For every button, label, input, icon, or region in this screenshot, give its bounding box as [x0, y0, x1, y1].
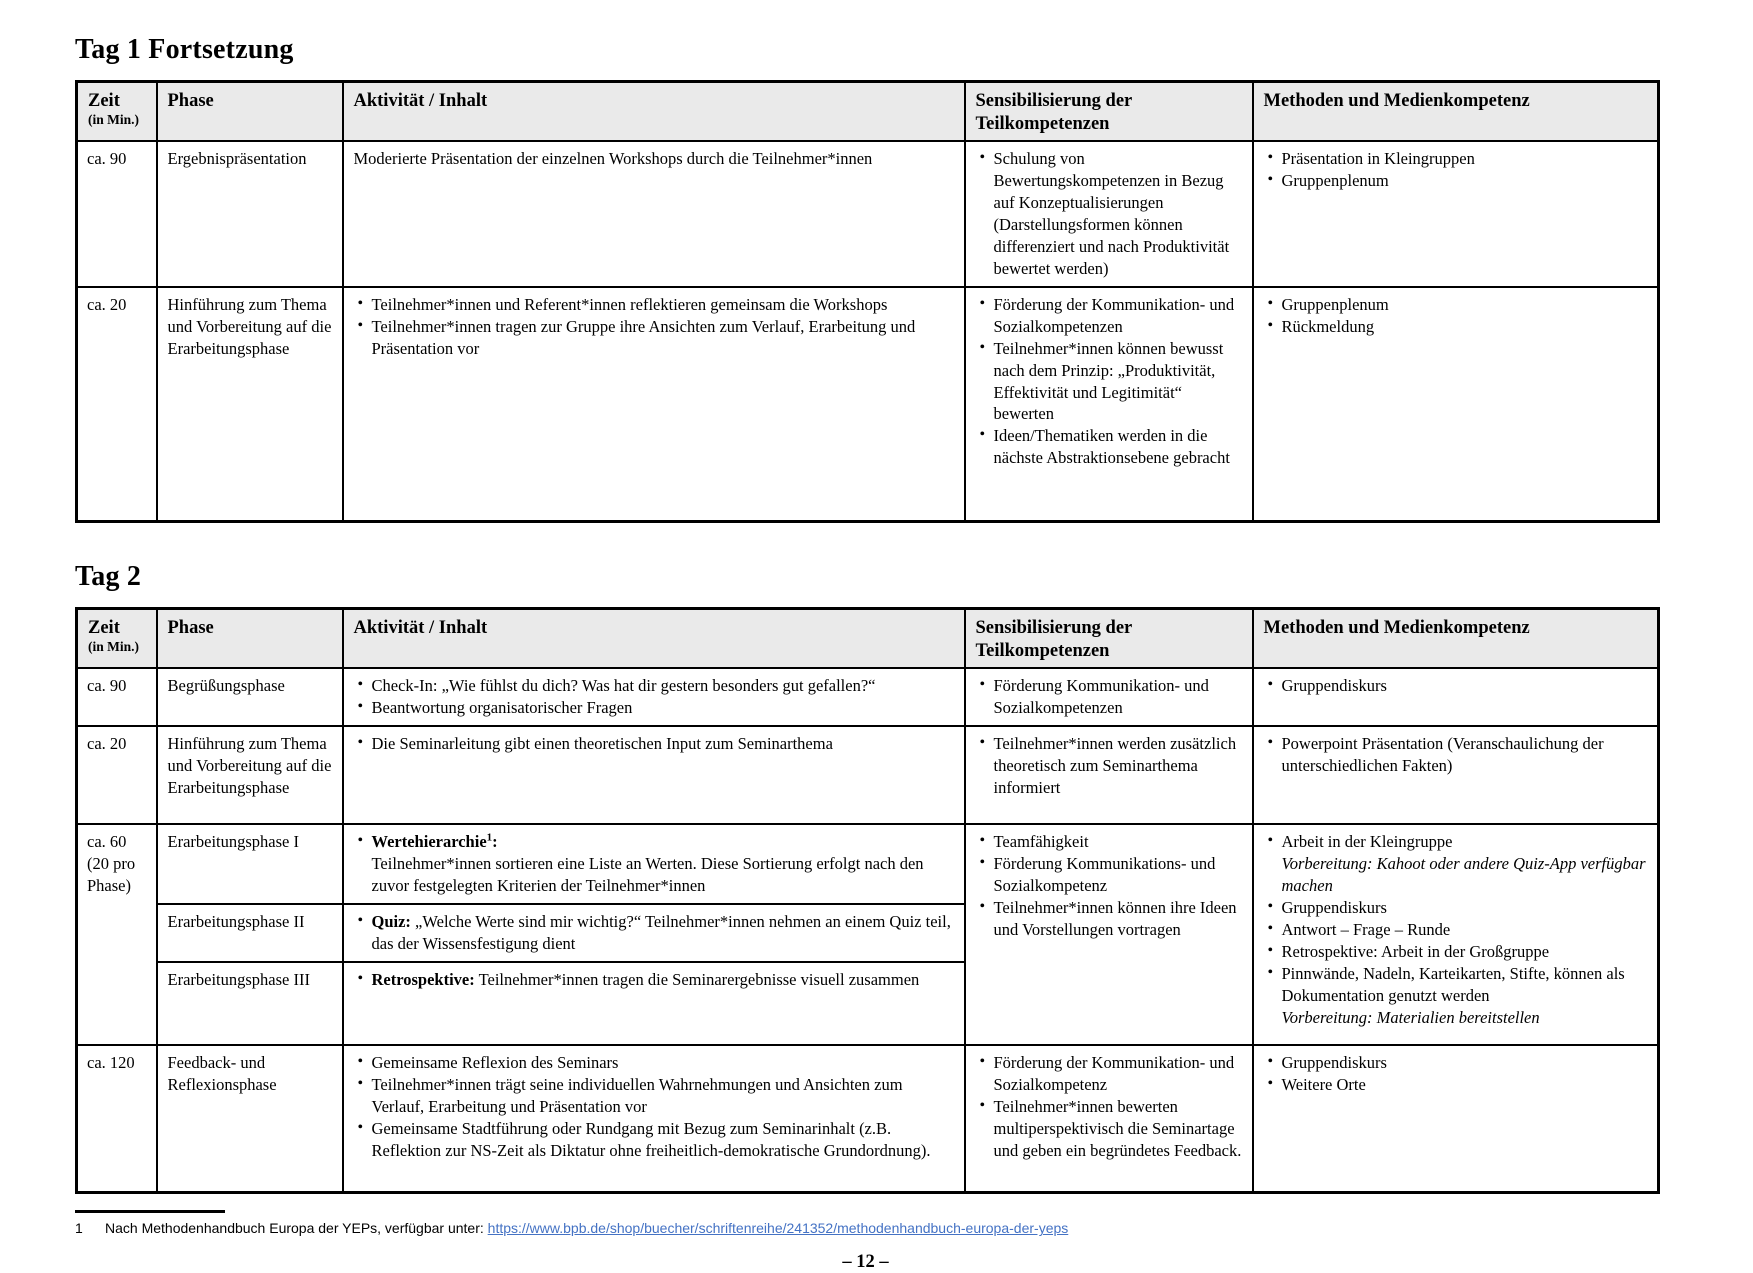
text-run: Teilnehmer*innen tragen zur Gruppe ihre Ansichten zum Verlauf, Erarbeitung und Präsentation vor [371, 316, 916, 358]
column-header-phase [157, 609, 343, 669]
bullet-list [976, 733, 1242, 799]
text-run: Arbeit in der Kleingruppe [1281, 832, 1453, 852]
bullet-list [976, 148, 1242, 280]
bullet-list [976, 675, 1242, 719]
text-run: Gruppendiskurs [1281, 676, 1387, 696]
cell-methoden [1253, 287, 1659, 522]
table-row [77, 668, 1659, 726]
bullet-list [354, 733, 954, 755]
list-item [354, 697, 954, 719]
footnote [75, 1219, 1656, 1237]
cell-aktivitaet [343, 1045, 965, 1193]
text-run: Präsentation in Kleingruppen [1281, 149, 1475, 169]
list-item [1264, 1074, 1648, 1096]
bullet-list [1264, 1052, 1648, 1096]
list-item [976, 897, 1242, 941]
cell-phase: Erarbeitungsphase II [157, 904, 343, 962]
cell-aktivitaet [343, 141, 965, 287]
list-item [354, 294, 954, 316]
bullet-list [1264, 831, 1648, 1028]
text-run: Förderung Kommunikations- und Sozialkompetenz [993, 854, 1216, 896]
list-item [1264, 316, 1648, 338]
bullet-list [354, 911, 954, 955]
text-run: Teilnehmer*innen trägt seine individuellen Wahrnehmungen und Ansichten zum Verlauf, Erarbeitung und Präsentation vor [371, 1074, 903, 1116]
cell-phase: Hinführung zum Thema und Vorbereitung auf die Erarbeitungsphase [157, 287, 343, 522]
text-run: Teamfähigkeit [993, 832, 1089, 852]
cell-aktivitaet [343, 962, 965, 1045]
text-run: Pinnwände, Nadeln, Karteikarten, Stifte, können als Dokumentation genutzt werden [1281, 963, 1625, 1005]
list-item [976, 294, 1242, 338]
header-label: Aktivität / Inhalt [353, 618, 488, 639]
cell-sensibilisierung [965, 141, 1253, 287]
column-header-methoden [1253, 82, 1659, 142]
list-item [1264, 675, 1648, 697]
footnote-divider [75, 1210, 225, 1213]
list-item [1264, 941, 1648, 963]
list-item [1264, 148, 1648, 170]
column-header-zeit [77, 82, 157, 142]
list-item [976, 853, 1242, 897]
table-row [77, 141, 1659, 287]
list-item [354, 675, 954, 697]
list-item [1264, 733, 1648, 777]
bullet-list [354, 969, 954, 991]
header-label: Methoden und Medienkompetenz [1263, 618, 1530, 639]
table-row [77, 726, 1659, 824]
text-run: Teilnehmer*innen können bewusst nach dem Prinzip: „Produktivität, Effektivität und Legitimität“ bewerten [993, 338, 1224, 424]
header-label: Phase [167, 91, 214, 111]
list-item [354, 733, 954, 755]
footnote-link[interactable]: https://www.bpb.de/shop/buecher/schriftenreihe/241352/methodenhandbuch-europa-der-yeps [487, 1220, 1069, 1237]
list-item [354, 831, 954, 897]
text-run: Teilnehmer*innen tragen die Seminarergebnisse visuell zusammen [474, 969, 920, 989]
text-run: Vorbereitung: Materialien bereitstellen [1281, 1007, 1540, 1027]
bullet-list [1264, 733, 1648, 777]
footnote-marker: 1 [75, 1220, 83, 1237]
text-run: Wertehierarchie [371, 832, 487, 852]
header-label: Zeit [88, 91, 120, 111]
bullet-list [1264, 294, 1648, 338]
bullet-list [976, 1052, 1242, 1162]
table-body [77, 668, 1659, 1193]
text-run: Teilnehmer*innen sortieren eine Liste an Werten. Diese Sortierung erfolgt nach den zuvor festgelegten Kriterien der Teilnehmer*innen [371, 854, 924, 896]
text-run: Weitere Orte [1281, 1074, 1366, 1094]
list-item [1264, 831, 1648, 897]
table-row [77, 824, 1659, 904]
text-run: Beantwortung organisatorischer Fragen [371, 698, 633, 718]
text-run: Antwort – Frage – Runde [1281, 920, 1451, 939]
list-item [976, 425, 1242, 469]
list-item [354, 316, 954, 360]
cell-aktivitaet [343, 287, 965, 522]
text-run: Förderung der Kommunikation- und Sozialkompetenzen [993, 294, 1235, 336]
cell-zeit: ca. 90 [77, 141, 157, 287]
text-run: Teilnehmer*innen werden zusätzlich theoretisch zum Seminarthema informiert [993, 734, 1237, 798]
text-run: Teilnehmer*innen bewerten multiperspektivisch die Seminartage und geben ein begründetes Feedback. [993, 1096, 1242, 1160]
text-run: Gruppenplenum [1281, 294, 1389, 314]
text-run: Schulung von Bewertungskompetenzen in Bezug auf Konzeptualisierungen (Darstellungsformen können differenziert und nach Produktivität bewertet werden) [993, 149, 1230, 278]
cell-zeit: ca. 20 [77, 726, 157, 824]
text-run: Gruppenplenum [1281, 171, 1389, 191]
cell-aktivitaet [343, 668, 965, 726]
text-run: Rückmeldung [1281, 316, 1375, 336]
text-run: „Welche Werte sind mir wichtig?“ Teilnehmer*innen nehmen an einem Quiz teil, das der Wissensfestigung dient [371, 912, 951, 953]
bullet-list [354, 294, 954, 360]
header-label: Sensibilisierung der Teilkompetenzen [975, 618, 1132, 661]
list-item [354, 1052, 954, 1074]
text-run: Gruppendiskurs [1281, 1052, 1387, 1072]
list-item [976, 733, 1242, 799]
list-item [976, 338, 1242, 426]
cell-sensibilisierung [965, 824, 1253, 1045]
text-run: Quiz: [371, 912, 411, 932]
cell-zeit: ca. 90 [77, 668, 157, 726]
table-header [77, 609, 1659, 669]
list-item [1264, 919, 1648, 941]
bullet-list [976, 831, 1242, 941]
column-header-sensibilisierung [965, 609, 1253, 669]
list-item [1264, 897, 1648, 919]
header-label: Zeit [88, 618, 120, 639]
cell-phase: Erarbeitungsphase III [157, 962, 343, 1045]
list-item [976, 831, 1242, 853]
list-item [1264, 963, 1648, 1029]
schedule-table-tag1 [75, 80, 1660, 523]
cell-aktivitaet [343, 824, 965, 904]
cell-phase: Begrüßungsphase [157, 668, 343, 726]
bullet-list [1264, 675, 1648, 697]
table-body [77, 141, 1659, 522]
footnote-superscript: 1 [486, 831, 493, 844]
header-label: Phase [167, 618, 214, 639]
table-row [77, 1045, 1659, 1193]
text-run: Moderierte Präsentation der einzelnen Workshops durch die Teilnehmer*innen [353, 149, 873, 169]
column-header-aktivitaet [343, 82, 965, 142]
cell-methoden [1253, 1045, 1659, 1193]
page-number: – 12 – [842, 1251, 889, 1272]
list-item [976, 148, 1242, 280]
bullet-list [354, 148, 954, 170]
column-header-zeit [77, 609, 157, 669]
cell-sensibilisierung [965, 726, 1253, 824]
text-run: Gemeinsame Stadtführung oder Rundgang mit Bezug zum Seminarinhalt (z.B. Reflektion zur NS-Zeit als Diktatur ohne freiheitlich-demokratische Grundordnung). [371, 1118, 931, 1160]
schedule-table-tag2 [75, 607, 1660, 1194]
text-run: Gruppendiskurs [1281, 898, 1387, 918]
cell-methoden [1253, 141, 1659, 287]
header-label: Aktivität / Inhalt [353, 91, 488, 111]
text-run: Förderung Kommunikation- und Sozialkompetenzen [993, 676, 1209, 718]
cell-sensibilisierung [965, 287, 1253, 522]
cell-phase: Erarbeitungsphase I [157, 824, 343, 904]
cell-sensibilisierung [965, 1045, 1253, 1193]
cell-methoden [1253, 824, 1659, 1045]
list-item [1264, 170, 1648, 192]
section-title-tag1: Tag 1 Fortsetzung [75, 34, 294, 65]
header-sublabel: (in Min.) [88, 638, 140, 654]
list-item [354, 1118, 954, 1162]
text-run: Retrospektive: Arbeit in der Großgruppe [1281, 941, 1550, 961]
bullet-list [976, 294, 1242, 470]
cell-aktivitaet [343, 904, 965, 962]
cell-zeit: ca. 20 [77, 287, 157, 522]
column-header-aktivitaet [343, 609, 965, 669]
cell-methoden [1253, 668, 1659, 726]
list-item [1264, 294, 1648, 316]
table-row [77, 287, 1659, 522]
header-row [77, 609, 1659, 669]
cell-methoden [1253, 726, 1659, 824]
text-run: Die Seminarleitung gibt einen theoretischen Input zum Seminarthema [371, 734, 833, 754]
footnote-text: Nach Methodenhandbuch Europa der YEPs, verfügbar unter: [105, 1220, 488, 1237]
list-item [354, 911, 954, 955]
text-run: Retrospektive: [371, 969, 475, 989]
list-item [354, 969, 954, 991]
cell-aktivitaet [343, 726, 965, 824]
list-item [976, 675, 1242, 719]
text-run: Powerpoint Präsentation (Veranschaulichung der unterschiedlichen Fakten) [1281, 734, 1604, 776]
text-run: Vorbereitung: Kahoot oder andere Quiz-App verfügbar machen [1281, 854, 1646, 896]
text-run: Gemeinsame Reflexion des Seminars [371, 1052, 619, 1072]
cell-zeit: ca. 60 (20 pro Phase) [77, 824, 157, 1045]
section-title-tag2: Tag 2 [75, 561, 142, 593]
cell-sensibilisierung [965, 668, 1253, 726]
header-label: Methoden und Medienkompetenz [1263, 91, 1530, 111]
cell-phase: Feedback- und Reflexionsphase [157, 1045, 343, 1193]
cell-phase: Ergebnispräsentation [157, 141, 343, 287]
cell-phase: Hinführung zum Thema und Vorbereitung auf die Erarbeitungsphase [157, 726, 343, 824]
bullet-list [354, 831, 954, 897]
column-header-phase [157, 82, 343, 142]
header-label: Sensibilisierung der Teilkompetenzen [975, 91, 1132, 134]
bullet-list [1264, 148, 1648, 192]
text-run: Förderung der Kommunikation- und Sozialkompetenz [993, 1052, 1235, 1094]
column-header-methoden [1253, 609, 1659, 669]
table-header [77, 82, 1659, 142]
bullet-list [354, 675, 954, 719]
header-row [77, 82, 1659, 142]
list-item [354, 1074, 954, 1118]
list-item [354, 148, 954, 170]
column-header-sensibilisierung [965, 82, 1253, 142]
list-item [976, 1052, 1242, 1096]
cell-zeit: ca. 120 [77, 1045, 157, 1193]
bullet-list [354, 1052, 954, 1162]
list-item [976, 1096, 1242, 1162]
text-run: Check-In: „Wie fühlst du dich? Was hat dir gestern besonders gut gefallen?“ [371, 676, 876, 696]
text-run: Teilnehmer*innen und Referent*innen reflektieren gemeinsam die Workshops [371, 294, 888, 314]
text-run: Teilnehmer*innen können ihre Ideen und Vorstellungen vortragen [993, 898, 1237, 939]
text-run: : [492, 832, 498, 852]
list-item [1264, 1052, 1648, 1074]
text-run: Ideen/Thematiken werden in die nächste Abstraktionsebene gebracht [993, 426, 1230, 468]
header-sublabel: (in Min.) [88, 111, 140, 127]
